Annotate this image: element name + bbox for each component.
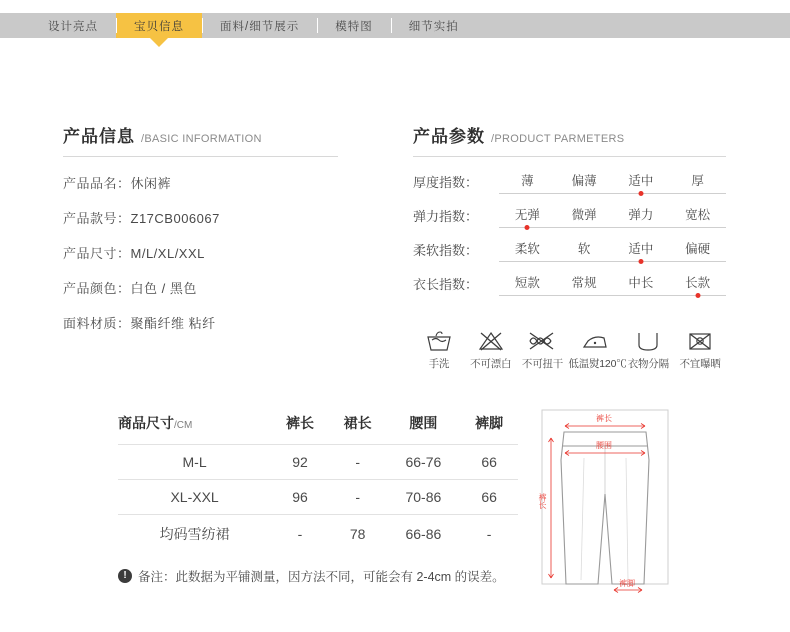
scale-options xyxy=(499,273,726,291)
basic-information-heading xyxy=(63,122,338,147)
basic-information-block xyxy=(63,122,338,348)
cell-hem: - xyxy=(460,515,518,554)
cell-waist: 66-86 xyxy=(387,515,461,554)
column-header-pant-length: 裤长 xyxy=(285,415,314,431)
heading-title-en: /PRODUCT PARMETERS xyxy=(491,133,625,145)
scale-marker-dot xyxy=(638,259,643,264)
care-item-no-wring xyxy=(517,328,569,371)
cell-skirt-length: - xyxy=(329,480,387,515)
tab-label: 细节实拍 xyxy=(408,20,459,33)
scale-options xyxy=(499,205,726,223)
cell-waist: 70-86 xyxy=(387,480,461,515)
product-parameters-block xyxy=(413,122,726,307)
scale-marker-dot xyxy=(638,191,643,196)
cell-size: 均码雪纺裙 xyxy=(118,515,271,554)
no-wring-icon xyxy=(517,328,569,354)
size-table-body xyxy=(118,445,518,554)
care-label: 衣物分隔 xyxy=(627,358,669,370)
tab-detail-shots[interactable] xyxy=(391,13,477,38)
list-item xyxy=(63,208,338,227)
hand-wash-icon xyxy=(413,328,465,354)
column-header-hem: 裤脚 xyxy=(475,415,504,431)
cell-waist: 66-76 xyxy=(387,445,461,480)
parameter-row-thickness xyxy=(413,171,726,194)
heading-title-cn: 产品参数 xyxy=(413,127,485,146)
scale-option: 常规 xyxy=(571,276,597,290)
no-bleach-icon xyxy=(465,328,517,354)
heading-divider xyxy=(63,156,338,157)
care-item-separate-wash xyxy=(622,328,674,371)
scale-option: 软 xyxy=(577,242,591,256)
column-header-skirt-length: 裙长 xyxy=(343,415,372,431)
cell-hem: 66 xyxy=(460,445,518,480)
scale-marker-dot xyxy=(525,225,530,230)
parameter-scale xyxy=(499,273,726,296)
scale-line xyxy=(499,261,726,262)
diagram-label-length: 裤长 xyxy=(538,493,547,509)
cell-pant-length: 96 xyxy=(271,480,329,515)
column-header-size xyxy=(118,413,271,445)
info-value: 聚酯纤维 粘纤 xyxy=(130,316,216,331)
no-sun-dry-icon xyxy=(674,328,726,354)
size-table-block xyxy=(118,413,518,585)
cell-pant-length: 92 xyxy=(271,445,329,480)
scale-option: 适中 xyxy=(628,174,654,188)
column-header-waist: 腰围 xyxy=(409,415,438,431)
heading-title-en: /BASIC INFORMATION xyxy=(141,133,262,145)
info-label: 产品尺寸： xyxy=(63,246,131,261)
scale-marker-dot xyxy=(695,293,700,298)
info-label: 产品品名： xyxy=(63,176,131,191)
tab-label: 模特图 xyxy=(335,20,373,33)
cell-skirt-length: 78 xyxy=(329,515,387,554)
table-row xyxy=(118,480,518,515)
column-header-label: 商品尺寸 xyxy=(118,415,174,431)
tab-label: 宝贝信息 xyxy=(134,20,184,33)
scale-option: 短款 xyxy=(514,276,540,290)
parameter-scale xyxy=(499,205,726,228)
separate-wash-icon xyxy=(622,328,674,354)
care-instructions-row xyxy=(413,328,726,371)
scale-option: 薄 xyxy=(521,174,534,188)
size-table-note xyxy=(118,567,518,585)
parameter-label: 衣长指数： xyxy=(413,277,479,292)
tab-model-photos[interactable] xyxy=(317,13,391,38)
size-table xyxy=(118,413,518,553)
info-value: 休闲裤 xyxy=(130,176,172,191)
care-label: 不可漂白 xyxy=(470,358,512,370)
scale-option: 柔软 xyxy=(514,242,540,256)
scale-option: 无弹 xyxy=(514,208,540,222)
scale-option: 微弹 xyxy=(571,208,597,222)
info-label: 产品颜色： xyxy=(63,281,131,296)
diagram-svg xyxy=(528,398,698,598)
scale-option: 宽松 xyxy=(685,208,711,222)
table-row xyxy=(118,515,518,554)
scale-option: 适中 xyxy=(628,242,654,256)
parameter-scale xyxy=(499,239,726,262)
parameter-scale xyxy=(499,171,726,194)
table-header-row xyxy=(118,413,518,445)
scale-line xyxy=(499,295,726,296)
scale-option: 弹力 xyxy=(628,208,654,222)
diagram-label-waist: 腰围 xyxy=(596,441,612,450)
info-value: Z17CB006067 xyxy=(130,211,220,226)
parameter-row-elasticity xyxy=(413,205,726,228)
parameter-label: 弹力指数： xyxy=(413,209,479,224)
low-iron-icon xyxy=(568,328,622,354)
tab-label: 设计亮点 xyxy=(48,20,98,33)
parameter-label: 柔软指数： xyxy=(413,243,479,258)
scale-option: 厚 xyxy=(691,174,704,188)
diagram-label-top-width: 裤长 xyxy=(596,414,612,423)
scale-option: 偏硬 xyxy=(685,242,711,256)
list-item xyxy=(63,313,338,332)
care-label: 不宜曝晒 xyxy=(679,358,721,370)
care-item-no-sun-dry xyxy=(674,328,726,371)
column-header-unit: /CM xyxy=(174,420,193,431)
parameter-row-softness xyxy=(413,239,726,262)
diagram-label-hem: 裤脚 xyxy=(619,579,635,588)
parameter-row-length xyxy=(413,273,726,296)
list-item xyxy=(63,173,338,192)
trousers-measurement-diagram xyxy=(528,398,698,598)
tab-design-highlights[interactable] xyxy=(30,13,116,38)
tab-list xyxy=(30,13,477,38)
care-label: 手洗 xyxy=(428,358,450,370)
list-item xyxy=(63,243,338,262)
product-parameters-heading xyxy=(413,122,726,147)
cell-skirt-length: - xyxy=(329,445,387,480)
scale-options xyxy=(499,239,726,257)
cell-size: M-L xyxy=(118,445,271,480)
table-row xyxy=(118,445,518,480)
info-label: 产品款号： xyxy=(63,211,131,226)
section-tabbar xyxy=(0,13,790,38)
scale-line xyxy=(499,193,726,194)
parameter-list xyxy=(413,171,726,296)
scale-option: 中长 xyxy=(628,276,654,290)
scale-options xyxy=(499,171,726,189)
basic-information-list xyxy=(63,173,338,332)
note-text: 备注：此数据为平铺测量，因方法不同，可能会有 2-4cm 的误差。 xyxy=(138,570,505,584)
care-label: 低温熨120℃ xyxy=(568,358,627,370)
cell-size: XL-XXL xyxy=(118,480,271,515)
heading-divider xyxy=(413,156,726,157)
size-table-head xyxy=(118,413,518,445)
care-item-hand-wash xyxy=(413,328,465,371)
heading-title-cn: 产品信息 xyxy=(63,127,135,146)
cell-hem: 66 xyxy=(460,480,518,515)
scale-option: 偏薄 xyxy=(571,174,597,188)
scale-line xyxy=(499,227,726,228)
info-value: 白色 / 黑色 xyxy=(130,281,197,296)
exclamation-icon: ! xyxy=(118,569,132,583)
parameter-label: 厚度指数： xyxy=(413,175,479,190)
tab-fabric-details[interactable] xyxy=(202,13,317,38)
care-item-low-iron xyxy=(568,328,627,371)
care-item-no-bleach xyxy=(465,328,517,371)
tab-product-info[interactable] xyxy=(116,13,202,38)
info-value: M/L/XL/XXL xyxy=(130,246,205,261)
cell-pant-length: - xyxy=(271,515,329,554)
list-item xyxy=(63,278,338,297)
tab-label: 面料/细节展示 xyxy=(220,20,300,33)
care-label: 不可扭干 xyxy=(521,358,564,370)
scale-option: 长款 xyxy=(685,276,711,290)
info-label: 面料材质： xyxy=(63,316,131,331)
